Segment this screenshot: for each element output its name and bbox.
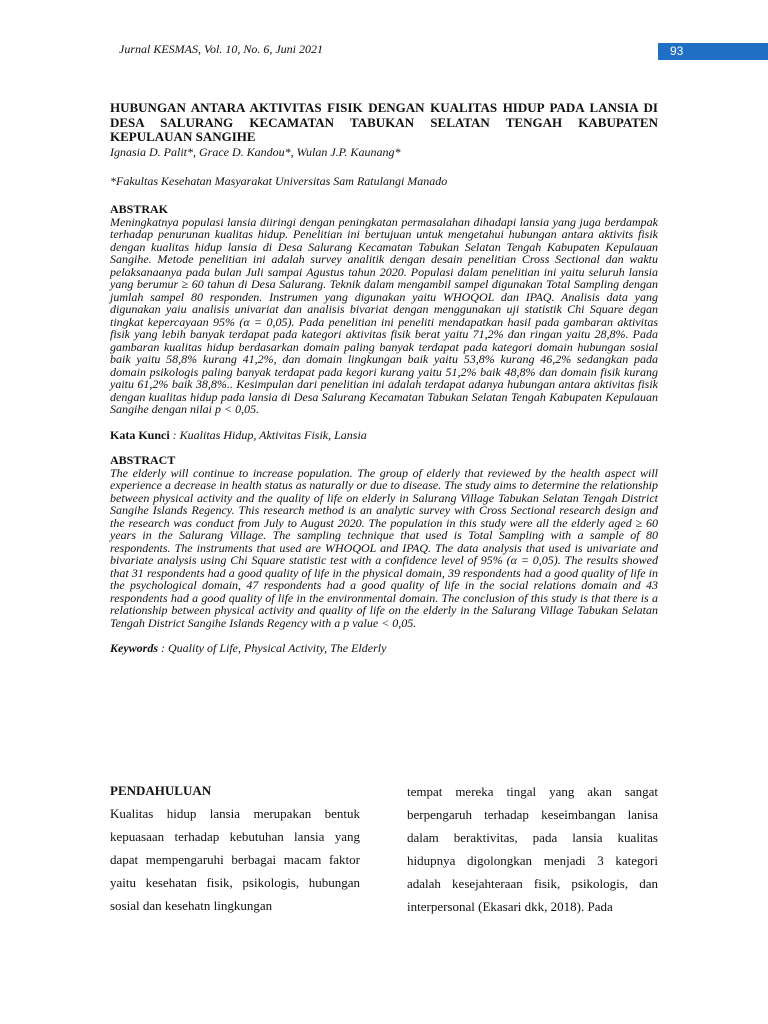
abstrak-heading: ABSTRAK [110,201,169,216]
intro-paragraph-left: Kualitas hidup lansia merupakan bentuk kepuasaan terhadap kebutuhan lansia yang dapat mempengaruhi berbagai macam faktor yaitu kesehatan fisik, psikologis, hubungan sosial dan kesehatn lingkungan [110,806,360,913]
kata-kunci [110,429,658,442]
abstract-body: The elderly will continue to increase population. The group of elderly that reviewed by the health aspect will experience a decrease in health status as naturally or due to disease. The study aims to determine the relationship between physical activity and the quality of life on elderly in Salurang Village Tabukan Selatan Tengah District Sangihe Islands Regency. This research method is an analytic survey with Cross Sectional research design and the research was conduct from July to August 2020. The population in this study were all the elderly aged ≥ 60 years in the Salurang Village. The sampling technique that used is Total Sampling with a sample of 80 respondents. The instruments that used are WHOQOL and IPAQ. The data analysis that used is univariate and bivariate analysis using Chi Square statistic test with a confidence level of 95% (α = 0,05). The results showed that 31 respondents had a good quality of life in the physical domain, 39 respondents had a good quality of life in the psychological domain, 47 respondents had a good quality of life in the social relations domain and 43 respondents had a good quality of life in the environmental domain. The conclusion of this study is that there is a relationship between physical activity and quality of life on the elderly in the Salurang Village Tabukan Selatan Tengah District Sangihe Islands Regency with a p value < 0,05. [110,465,658,630]
running-head: Jurnal KESMAS, Vol. 10, No. 6, Juni 2021 [119,42,323,56]
abstract-heading: ABSTRACT [110,452,176,467]
article-front-matter [110,101,658,655]
intro-left-column [110,780,360,917]
intro-right-column [407,780,658,918]
kata-kunci-label: Kata Kunci [110,427,170,442]
abstrak-body: Meningkatnya populasi lansia diiringi dengan peningkatan permasalahan dihadapi lansia yang juga berdampak terhadap penurunan kualitas hidup. Penelitian ini bertujuan untuk mengetahui hubungan antara aktivits fisik dengan kualitas hidup lansia di Desa Salurang Kecamatan Tabukan Selatan Tengah Kabupaten Kepulauan Sangihe. Metode penelitian ini adalah survey analitik dengan desain penelitian Cross Sectional dan waktu pelaksanaanya pada bulan Juli sampai Agustus tahun 2020. Populasi dalam penelitian ini yaitu seluruh lansia yang berumur ≥ 60 tahun di Desa Salurang. Teknik dalam mengambil sampel digunakan Total Sampling dengan jumlah sampel 80 responden. Instrumen yang digunakan yaitu WHOQOL dan IPAQ. Analisis data yang digunakan yaiu analisis univariat dan analisis bivariat dengan menggunakan uji statistik Chi Square degan tingkat kepercayaan 95% (α = 0,05). Pada penelitian ini peneliti mendapatkan hasil pada gambaran aktivitas fisik yang lebih banyak terdapat pada kategori aktivitas fisik berat yaitu 71,2% dan ringan yaitu 28,8%. Pada gambaran kualitas hidup berdasarkan domain paling banyak terdapat pada kategori domain hubungan sosial baik yaitu 58,8% kurang 41,2%, dan domain lingkungan baik yaitu 53,8% kurang 46,2% sedangkan pada domain psikologis paling banyak terdapat pada kegori kurang yaitu 51,2% baik 48,8% dan domain fisik kurang yaitu 61,2% baik 38,8%.. Kesimpulan dari penelitian ini adalah terdapat adanya hubungan antara aktivitas fisik dengan kualitas hidup pada lansia di Desa Salurang Kecamatan Tabukan Selatan Tengah Kabupaten Kepulauan Sangihe dengan nilai p < 0,05. [110,214,658,416]
kata-kunci-values: : Kualitas Hidup, Aktivitas Fisik, Lansia [169,427,367,442]
author-list: Ignasia D. Palit*, Grace D. Kandou*, Wulan J.P. Kaunang* [110,144,401,159]
keywords-values: : Quality of Life, Physical Activity, The Elderly [158,641,387,655]
keywords [110,642,658,655]
intro-heading: PENDAHULUAN [110,783,212,798]
page-number-badge: 93 [658,43,768,60]
author-affiliation: *Fakultas Kesehatan Masyarakat Universitas Sam Ratulangi Manado [110,173,448,188]
intro-paragraph-right: tempat mereka tingal yang akan sangat berpengaruh terhadap keseimbangan lanisa dalam beraktivitas, pada lansia kualitas hidupnya digolongkan menjadi 3 kategori adalah kesejahteraan fisik, psikologis, dan interpersonal (Ekasari dkk, 2018). Pada [407,784,658,914]
article-title: HUBUNGAN ANTARA AKTIVITAS FISIK DENGAN KUALITAS HIDUP PADA LANSIA DI DESA SALURANG KECAMATAN TABUKAN SELATAN TENGAH KABUPATEN KEPULAUAN SANGIHE [110,100,658,144]
keywords-label: Keywords [110,641,158,655]
